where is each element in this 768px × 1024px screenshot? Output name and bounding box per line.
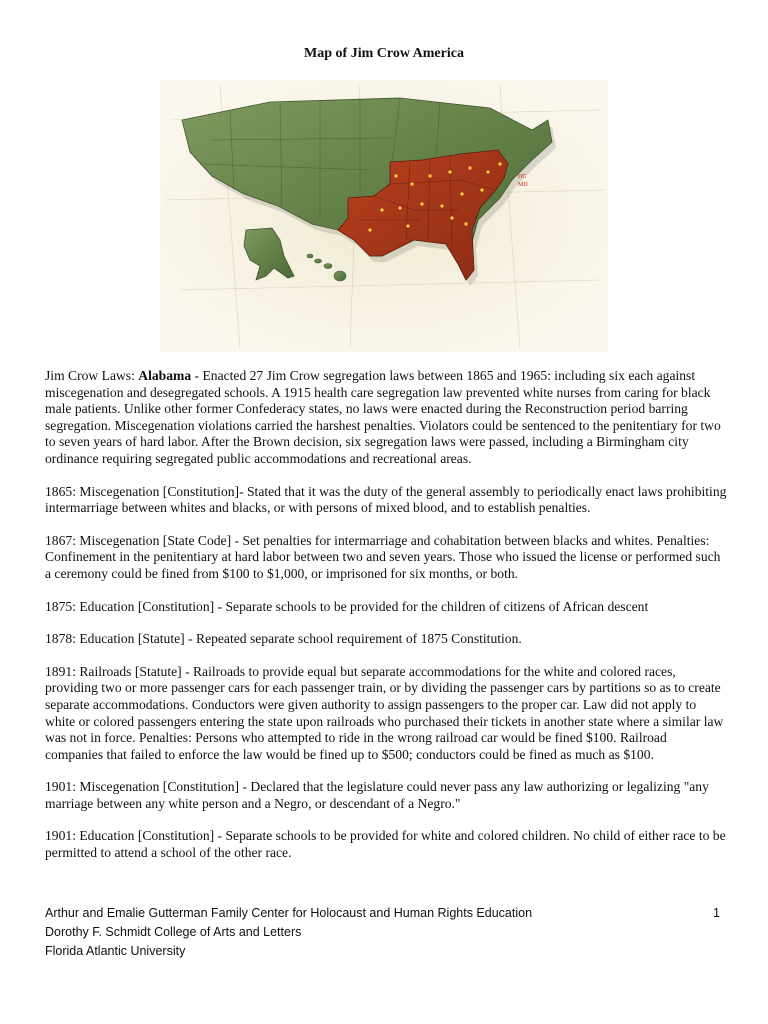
law-entry: 1865: Miscegenation [Constitution]- Stated that it was the duty of the general assembly to periodically enact laws prohibiting intermarriage between whites and blacks, or with persons of mixed blood, and to establish penalties. (45, 483, 727, 516)
footer-center-name: Arthur and Emalie Gutterman Family Center for Holocaust and Human Rights Education (45, 906, 533, 920)
page-number: 1 (713, 906, 720, 920)
footer-university-name: Florida Atlantic University (45, 944, 186, 958)
dc-label: DC (518, 174, 527, 180)
law-entry: 1901: Miscegenation [Constitution] - Declared that the legislature could never pass any law authorizing or legalizing "any marriage between any white person and a Negro, or descendant of a Negro." (45, 779, 709, 811)
page-footer (45, 904, 532, 961)
law-entry: 1875: Education [Constitution] - Separate schools to be provided for the children of citizens of African descent (45, 598, 649, 614)
jim-crow-map (160, 80, 608, 352)
law-entry: 1901: Education [Constitution] - Separate schools to be provided for white and colored children. No child of either race to be permitted to attend a school of the other race. (45, 828, 726, 861)
intro-text: - Enacted 27 Jim Crow segregation laws between 1865 and 1965: including six each against miscegenation and desegregated schools. A 1915 health care segregation law prevented white nurses from caring for black male patients. Unlike other former Confederacy states, no laws were enacted during the Reconstruction period barring segregation. Miscegenation violations carried the harshest penalties. Violators could be sentenced to the penitentiary for two to seven years of hard labor. After the Brown decision, six segregation laws were passed, including a Birmingham city ordinance requiring segregated public accommodations and recreational areas. (45, 368, 721, 466)
page-title: Map of Jim Crow America (304, 46, 464, 61)
intro-lead: Jim Crow Laws: (45, 368, 139, 383)
document-body (45, 368, 727, 878)
law-entry: 1891: Railroads [Statute] - Railroads to provide equal but separate accommodations for the white and colored races, providing two or more passenger cars for each passenger train, or by dividing the passenger cars by partitions so as to create separate accommodations. Conductors were given authority to assign passengers to the proper car. Law did not apply to white or colored passengers entering the state upon railroads who purchased their tickets in another state where a similar law was not in force. Penalties: Persons who attempted to ride in the wrong railroad car would be fined $100. Railroad companies that failed to enforce the law would be fined up to $500; conductors could be fined as much as $100. (45, 663, 724, 762)
md-label: MD (518, 182, 528, 188)
us-map-image (160, 80, 608, 352)
footer-college-name: Dorothy F. Schmidt College of Arts and Letters (45, 925, 302, 939)
law-entry: 1878: Education [Statute] - Repeated separate school requirement of 1875 Constitution. (45, 631, 522, 647)
state-name: Alabama (138, 368, 192, 383)
intro-paragraph (45, 368, 727, 468)
law-entry: 1867: Miscegenation [State Code] - Set penalties for intermarriage and cohabitation between blacks and whites. Penalties: Confinement in the penitentiary at hard labor between two and seven years. Those who issued the license or performed such a ceremony could be fined from $100 to $1,000, or imprisoned for six months, or both. (45, 532, 721, 581)
